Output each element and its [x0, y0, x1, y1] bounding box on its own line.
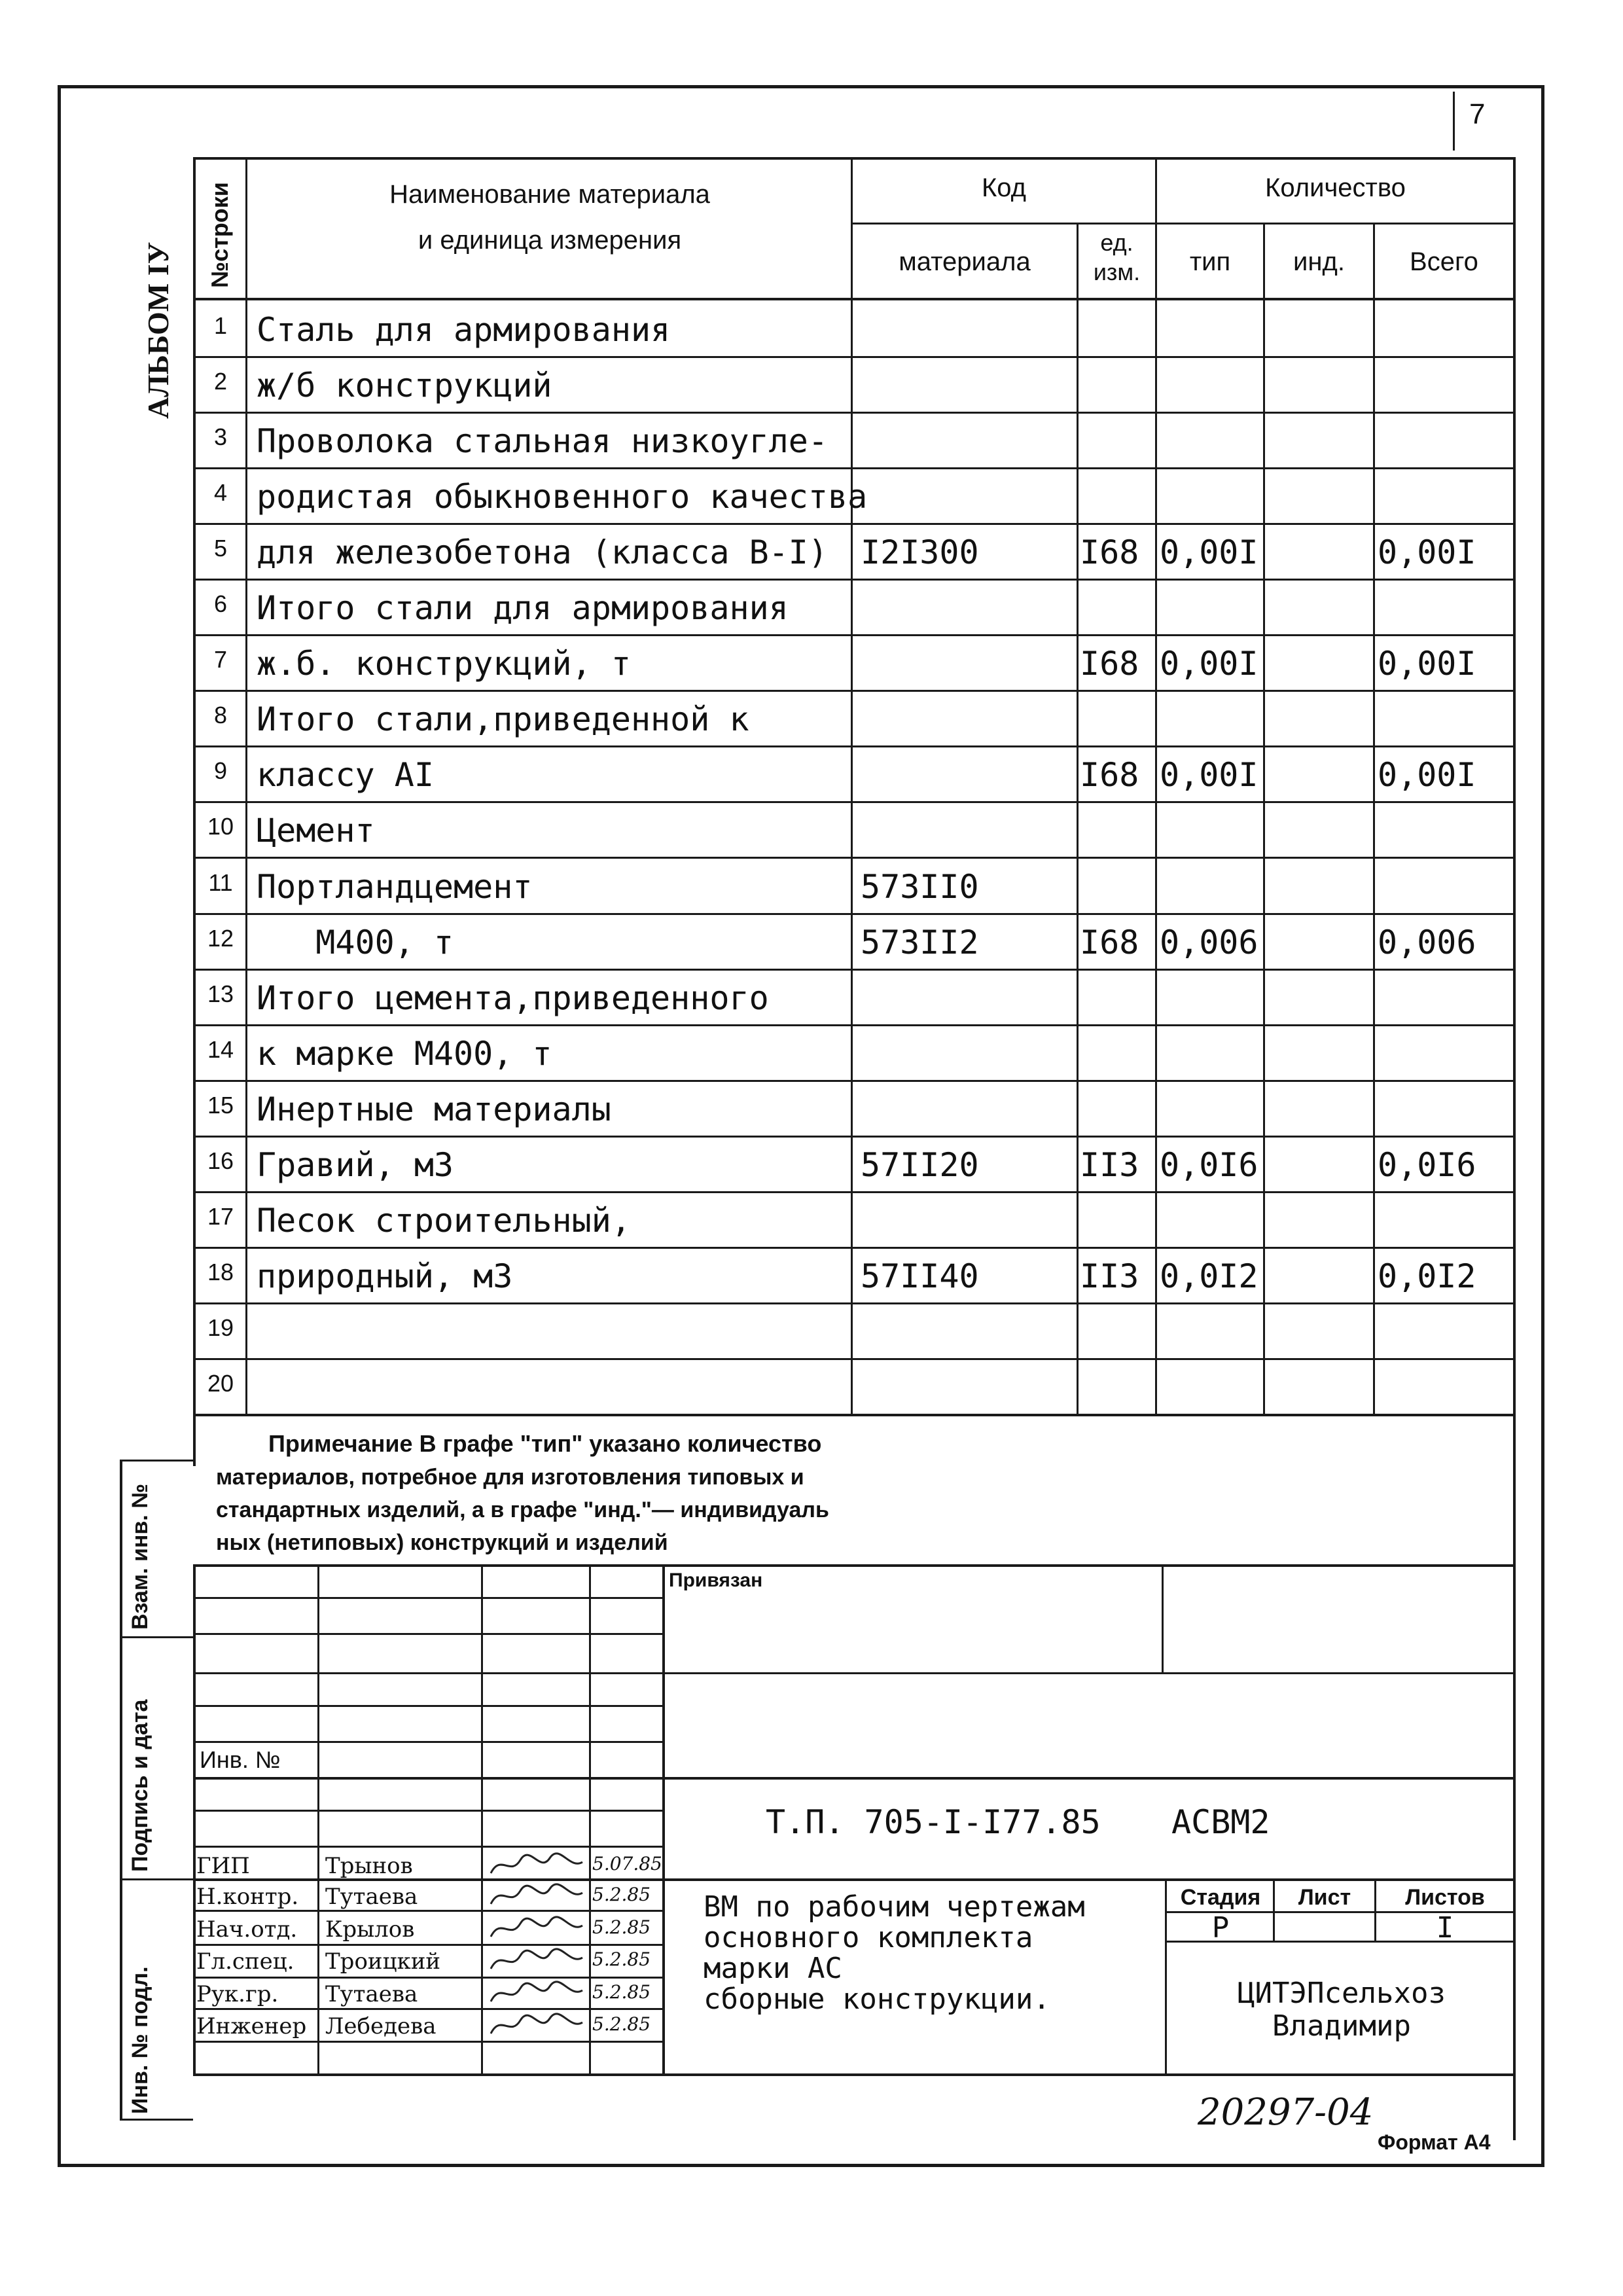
signatory-role: Нач.отд.: [196, 1916, 298, 1943]
row-divider: [193, 801, 1515, 803]
signature-scribble: [488, 2011, 586, 2041]
title-line2: основного комплекта: [704, 1921, 1033, 1954]
row-number: 12: [207, 925, 234, 952]
signatory-date: 5.2.85: [592, 1981, 651, 2003]
row-divider: [193, 1080, 1515, 1082]
row-number: 18: [207, 1259, 234, 1285]
cell-total: 0,0I6: [1378, 1146, 1476, 1184]
material-name: Цемент: [257, 812, 375, 850]
side-label-inv-podl: Инв. № подл.: [128, 1966, 152, 2114]
row-divider: [193, 634, 1515, 636]
row-number: 10: [207, 813, 234, 840]
title-line1: ВМ по рабочим чертежам: [704, 1890, 1085, 1924]
row-divider: [193, 1024, 1515, 1026]
cell-code: 57II40: [861, 1257, 979, 1295]
signatory-name: Лебедева: [325, 2013, 437, 2039]
header-total: Всего: [1410, 247, 1478, 276]
signatory-name: Тутаева: [325, 1884, 418, 1910]
header-typ: тип: [1189, 247, 1231, 276]
row-divider: [193, 745, 1515, 747]
material-name: для железобетона (класса В-I): [257, 533, 828, 571]
cell-typ: 0,00I: [1160, 645, 1258, 683]
doc-mark: АСВМ2: [1171, 1803, 1270, 1841]
row-divider: [193, 467, 1515, 469]
header-material: материала: [899, 247, 1031, 276]
material-name: Проволока стальная низкоугле-: [257, 422, 828, 460]
material-name: к марке М400, т: [257, 1035, 552, 1073]
cell-code: 573II2: [861, 924, 979, 961]
frame-left: [58, 85, 61, 2166]
note-line2: материалов, потребное для изготовления типовых и: [216, 1465, 804, 1490]
cell-typ: 0,0I2: [1160, 1257, 1258, 1295]
row-number: 20: [207, 1370, 234, 1397]
row-divider: [193, 1136, 1515, 1138]
row-divider: [193, 523, 1515, 525]
row-number: 3: [213, 423, 228, 450]
signature-scribble: [488, 1881, 586, 1911]
inv-no-label: Инв. №: [200, 1746, 281, 1773]
cell-total: 0,00I: [1378, 533, 1476, 571]
signature-scribble: [488, 1979, 586, 2009]
signatory-role: Гл.спец.: [196, 1948, 294, 1975]
frame-right: [1541, 85, 1544, 2166]
header-code: Код: [981, 173, 1026, 202]
note-line3: стандартных изделий, а в графе "инд."— индивидуаль: [216, 1498, 829, 1522]
material-name: Итого цемента,приведенного: [257, 979, 769, 1017]
signatory-date: 5.2.85: [592, 2013, 651, 2035]
privyazan-label: Привязан: [669, 1570, 763, 1591]
header-qty: Количество: [1265, 173, 1406, 202]
row-divider: [193, 1247, 1515, 1249]
side-label-vzam: Взам. инв. №: [128, 1483, 152, 1630]
row-number: 7: [213, 646, 228, 673]
row-divider: [193, 690, 1515, 692]
signature-scribble: [488, 1850, 586, 1880]
title-line3: марки АС: [704, 1952, 842, 1985]
row-divider: [193, 913, 1515, 915]
row-number: 16: [207, 1147, 234, 1174]
signatory-name: Крылов: [325, 1916, 415, 1943]
signatory-role: Н.контр.: [196, 1884, 299, 1910]
cell-unit: II3: [1080, 1257, 1139, 1295]
header-name-line1: Наименование материала: [389, 180, 710, 209]
row-number: 11: [208, 869, 233, 896]
cell-total: 0,00I: [1378, 756, 1476, 794]
cell-code: 573II0: [861, 868, 979, 906]
material-name: Сталь для армирования: [257, 311, 671, 349]
row-number: 9: [213, 757, 228, 784]
cell-total: 0,0I2: [1378, 1257, 1476, 1295]
cell-typ: 0,00I: [1160, 533, 1258, 571]
row-divider: [193, 969, 1515, 971]
doc-code: Т.П. 705-I-I77.85: [766, 1803, 1101, 1841]
page-number: 7: [1469, 98, 1486, 130]
row-divider: [193, 1191, 1515, 1193]
side-label-podpis: Подпись и дата: [128, 1699, 152, 1872]
header-row-no: №строки: [206, 182, 233, 288]
frame-top: [58, 85, 1544, 88]
cell-code: I2I300: [861, 533, 979, 571]
stage-label: Стадия: [1180, 1885, 1261, 1910]
header-name-line2: и единица измерения: [418, 226, 682, 255]
row-number: 6: [213, 590, 228, 617]
row-divider: [193, 857, 1515, 859]
row-number: 17: [207, 1203, 234, 1230]
sheets-label: Листов: [1405, 1885, 1485, 1910]
material-name: Инертные материалы: [257, 1090, 611, 1128]
material-name: Итого стали для армирования: [257, 589, 789, 627]
stage-value: Р: [1211, 1911, 1230, 1945]
note-line1: Примечание В графе "тип" указано количество: [268, 1430, 822, 1457]
row-divider: [193, 579, 1515, 581]
row-divider: [193, 356, 1515, 358]
title-line4: сборные конструкции.: [704, 1982, 1050, 2016]
sheets-value: I: [1436, 1911, 1454, 1945]
cell-unit: II3: [1080, 1146, 1139, 1184]
signatory-role: Инженер: [196, 2013, 307, 2039]
row-divider: [193, 412, 1515, 414]
signatory-role: Рук.гр.: [196, 1981, 279, 2007]
org-line1: ЦИТЭПсельхоз: [1238, 1977, 1446, 2010]
header-unit-line1: ед.: [1100, 229, 1133, 256]
album-label: АЛЬБОМ IУ: [141, 242, 175, 419]
row-number: 14: [207, 1036, 234, 1063]
cell-typ: 0,0I6: [1160, 1146, 1258, 1184]
signature-scribble: [488, 1914, 586, 1944]
signatory-date: 5.2.85: [592, 1916, 651, 1938]
cell-typ: 0,00I: [1160, 756, 1258, 794]
cell-code: 57II20: [861, 1146, 979, 1184]
material-name: Портландцемент: [257, 868, 533, 906]
format-label: Формат А4: [1378, 2130, 1491, 2154]
row-number: 13: [207, 980, 234, 1007]
material-name: Гравий, м3: [257, 1146, 454, 1184]
row-divider: [193, 1358, 1515, 1360]
row-number: 19: [207, 1314, 234, 1341]
material-name: М400, т: [257, 924, 454, 961]
signatory-date: 5.2.85: [592, 1884, 651, 1905]
cell-unit: I68: [1080, 924, 1139, 961]
row-number: 2: [213, 368, 228, 395]
cell-typ: 0,006: [1160, 924, 1258, 961]
row-number: 1: [213, 312, 228, 339]
signatory-date: 5.07.85: [592, 1853, 662, 1874]
signatory-name: Троицкий: [325, 1948, 441, 1975]
doc-number: 20297-04: [1198, 2091, 1374, 2134]
signatory-name: Тутаева: [325, 1981, 418, 2007]
material-name: классу АI: [257, 756, 434, 794]
material-name: Итого стали,приведенной к: [257, 700, 749, 738]
signature-scribble: [488, 1946, 586, 1976]
material-name: ж.б. конструкций, т: [257, 645, 631, 683]
row-number: 8: [213, 702, 228, 728]
header-unit-line2: изм.: [1093, 259, 1141, 285]
page-number-box-line: [1453, 92, 1455, 151]
header-ind: инд.: [1293, 247, 1345, 276]
org-line2: Владимир: [1272, 2009, 1411, 2043]
cell-unit: I68: [1080, 533, 1139, 571]
signatory-date: 5.2.85: [592, 1948, 651, 1970]
cell-total: 0,00I: [1378, 645, 1476, 683]
row-number: 4: [213, 479, 228, 506]
row-number: 15: [207, 1092, 234, 1119]
cell-unit: I68: [1080, 756, 1139, 794]
row-divider: [193, 1302, 1515, 1304]
cell-total: 0,006: [1378, 924, 1476, 961]
signatory-role: ГИП: [196, 1853, 250, 1879]
sheet-label: Лист: [1298, 1885, 1351, 1910]
material-name: родистая обыкновенного качества: [257, 478, 868, 516]
note-line4: ных (нетиповых) конструкций и изделий: [216, 1530, 668, 1555]
signatory-name: Трынов: [325, 1853, 413, 1879]
cell-unit: I68: [1080, 645, 1139, 683]
material-name: ж/б конструкций: [257, 367, 552, 404]
row-number: 5: [213, 535, 228, 562]
material-name: природный, м3: [257, 1257, 513, 1295]
material-name: Песок строительный,: [257, 1202, 631, 1240]
